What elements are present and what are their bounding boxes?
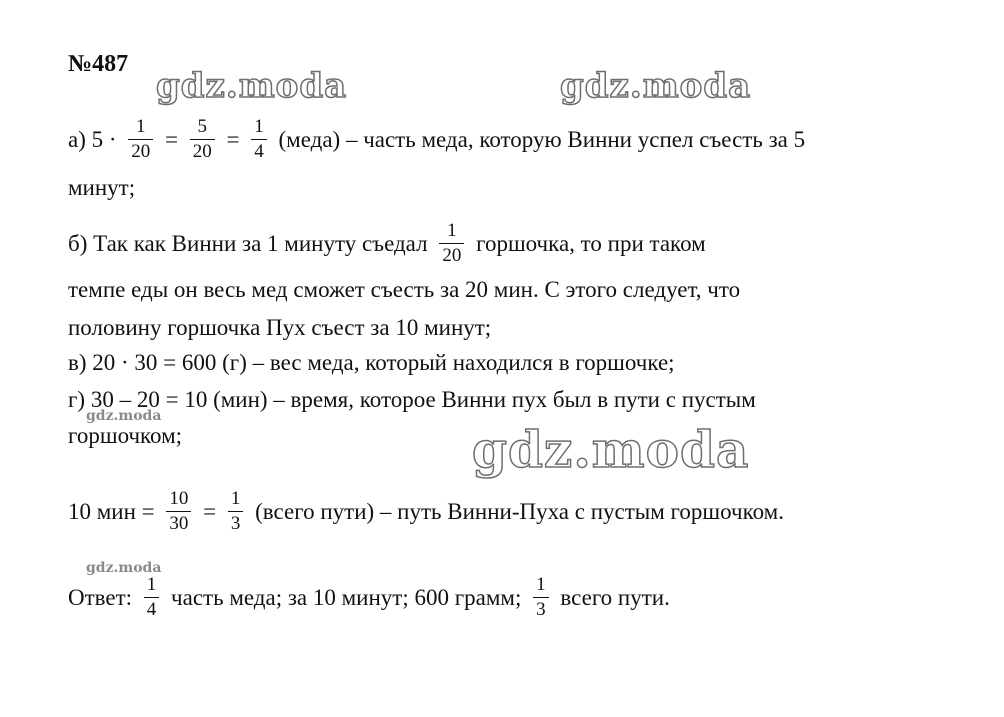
fraction-1-4-answer [144,574,160,621]
fraction-1-3-answer [533,574,549,621]
line-d: г) 30 – 20 = 10 (мин) – время, которое Винни пух был в пути с пустым [68,387,756,412]
line-a-text: (меда) – часть меда, которую Винни успел съесть за 5 [278,126,806,152]
fraction-bar [144,597,160,598]
line-e-prefix: 10 мин = [68,498,155,524]
fraction-denominator: 3 [230,513,241,534]
line-c: в) 20 · 30 = 600 (г) – вес меда, который находился в горшочке; [68,350,675,375]
line-b-text-2: горшочка, то при таком [476,230,706,256]
line-a [68,118,805,165]
fraction-denominator: 20 [131,141,151,162]
fraction-bar [128,139,153,140]
fraction-numerator: 1 [254,116,264,137]
fraction-bar [228,511,244,512]
equals-sign: = [203,498,217,524]
line-b [68,222,706,269]
answer-label: Ответ: [68,584,133,610]
line-d-continuation: горшочком; [68,423,183,448]
fraction-1-4 [251,116,267,163]
fraction-denominator: 3 [536,599,546,620]
watermark-small-bottom: gdz.moda [86,560,162,576]
line-b-continuation-2: половину горшочка Пух съест за 10 минут; [68,315,492,340]
fraction-numerator: 1 [230,488,241,509]
line-b-text-1: б) Так как Винни за 1 минуту съедал [68,230,428,256]
line-b-continuation-1: темпе еды он весь мед сможет съесть за 20 мин. С этого следует, что [68,277,741,302]
answer-line [68,576,670,623]
line-e [68,490,784,537]
fraction-numerator: 1 [447,220,457,241]
fraction-1-20-b [439,220,464,267]
watermark-small-middle: gdz.moda [86,408,162,424]
fraction-numerator: 1 [536,574,546,595]
fraction-denominator: 4 [254,141,264,162]
fraction-denominator: 4 [146,599,157,620]
fraction-numerator: 1 [136,116,146,137]
line-a-prefix: а) 5 · [68,126,117,152]
problem-number: №487 [68,51,129,77]
watermark-top-right: gdz.moda [560,66,752,106]
watermark-center: gdz.moda [472,420,750,479]
fraction-numerator: 10 [169,488,189,509]
fraction-denominator: 20 [442,245,462,266]
equals-sign: = [226,126,240,152]
fraction-1-20 [128,116,153,163]
fraction-10-30 [166,488,191,535]
fraction-bar [439,243,464,244]
fraction-bar [251,139,267,140]
line-a-continuation: минут; [68,175,136,200]
fraction-bar [190,139,215,140]
fraction-denominator: 30 [169,513,189,534]
fraction-denominator: 20 [192,141,212,162]
fraction-bar [166,511,191,512]
fraction-bar [533,597,549,598]
fraction-numerator: 5 [197,116,208,137]
watermark-top-left: gdz.moda [156,66,348,106]
equals-sign: = [165,126,179,152]
fraction-numerator: 1 [146,574,157,595]
answer-middle-text: часть меда; за 10 минут; 600 грамм; [171,584,522,610]
fraction-1-3 [228,488,244,535]
line-e-text: (всего пути) – путь Винни-Пуха с пустым горшочком. [255,498,784,524]
answer-end-text: всего пути. [560,584,670,610]
fraction-5-20 [190,116,215,163]
